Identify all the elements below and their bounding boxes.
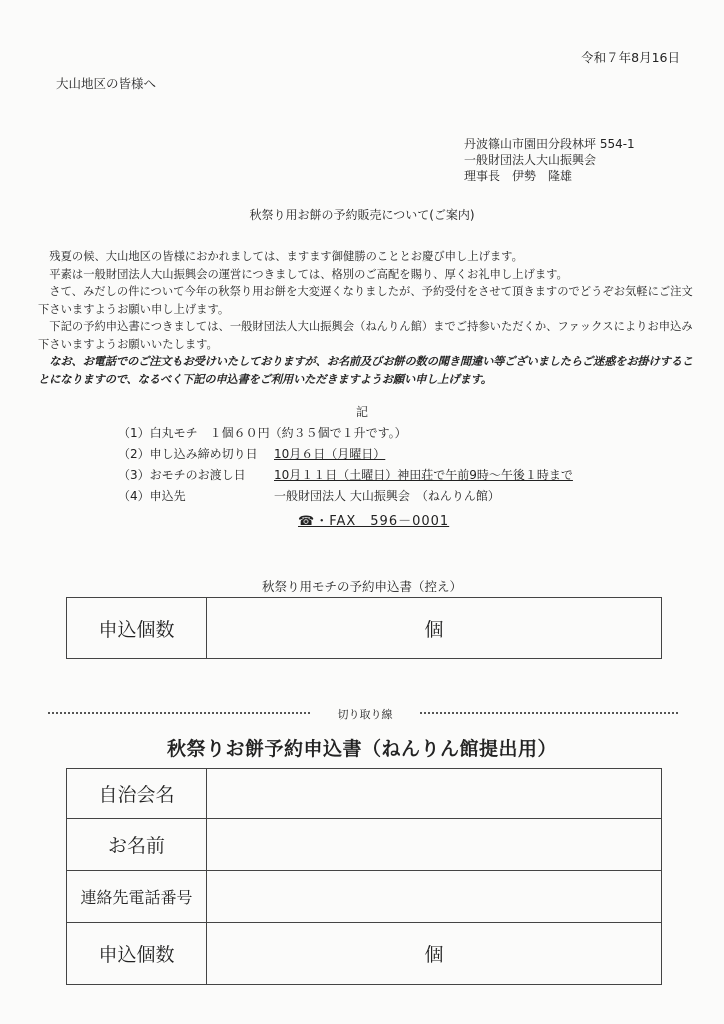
cut-line-dots-left <box>48 712 310 714</box>
sender-address: 丹波篠山市園田分段林坪 554-1 <box>464 137 635 151</box>
detail-delivery-label: （3）おモチのお渡し日 <box>118 468 246 482</box>
letter-body <box>38 248 698 388</box>
form-field-phone[interactable] <box>207 871 662 923</box>
cut-line-dots-right <box>420 712 678 714</box>
detail-price-text: （1）白丸モチ １個６０円（約３５個で１升です。） <box>118 426 407 440</box>
paragraph-instructions: 下記の予約申込書につきましては、一般財団法人大山振興会（ねんりん館）までご持参いただくか、ファックスによりお申込み下さいますようお願いいたします。 <box>38 320 693 351</box>
control-copy-title: 秋祭り用モチの予約申込書（控え） <box>261 579 462 594</box>
cut-line-label: 切り取り線 <box>310 706 420 722</box>
control-copy-label: 申込個数 <box>67 598 207 659</box>
sender-block <box>464 136 635 184</box>
detail-deadline-value: 10月６日（月曜日） <box>274 447 386 461</box>
control-copy-value[interactable]: 個 <box>207 598 662 659</box>
form-field-neighborhood[interactable] <box>207 769 662 819</box>
form-label-phone: 連絡先電話番号 <box>67 871 207 923</box>
detail-delivery-value: 10月１１日（土曜日）神田荘で午前9時～午後１時まで <box>274 468 573 482</box>
form-field-quantity[interactable]: 個 <box>207 923 662 985</box>
cut-line <box>48 706 678 721</box>
paragraph-phone-note: なお、お電話でのご注文もお受けいたしておりますが、お名前及びお餅の数の聞き間違い等ございましたらご迷惑をお掛けすることになりますので、なるべく下記の申込書をご利用いただきますようお願い申し上げます。 <box>38 355 693 386</box>
form-title: 秋祭りお餅予約申込書（ねんりん館提出用） <box>166 738 557 760</box>
detail-fax <box>298 510 449 529</box>
paragraph-thanks: 平素は一般財団法人大山振興会の運営につきましては、格別のご高配を賜り、厚くお礼申し上げます。 <box>49 267 568 281</box>
fax-number: ☎・FAX 596－0001 <box>298 514 450 529</box>
detail-destination-label: （4）申込先 <box>118 489 186 503</box>
form-label-name: お名前 <box>67 819 207 871</box>
sender-chairman: 理事長 伊勢 隆雄 <box>464 169 573 183</box>
sender-organization: 一般財団法人大山振興会 <box>464 153 597 167</box>
detail-destination-value: 一般財団法人 大山振興会 （ねんりん館） <box>274 489 500 503</box>
detail-deadline-label: （2）申し込み締め切り日 <box>118 447 258 461</box>
control-copy-table <box>66 597 662 659</box>
document-date: 令和７年8月16日 <box>581 50 680 65</box>
form-label-quantity: 申込個数 <box>67 923 207 985</box>
subject-title: 秋祭り用お餅の予約販売について(ご案内) <box>249 208 475 222</box>
paragraph-greeting: 残夏の候、大山地区の皆様におかれましては、ますます御健勝のこととお慶び申し上げます。 <box>49 250 523 263</box>
addressee: 大山地区の皆様へ <box>56 76 157 91</box>
paragraph-announcement: さて、みだしの件について今年の秋祭り用お餅を大変遅くなりましたが、予約受付をさせて頂きますのでどうぞお気軽にご注文下さいますようお願い申し上げます。 <box>38 285 693 316</box>
form-label-neighborhood: 自治会名 <box>67 769 207 819</box>
ki-heading: 記 <box>355 405 368 419</box>
order-form-table <box>66 768 662 985</box>
form-field-name[interactable] <box>207 819 662 871</box>
